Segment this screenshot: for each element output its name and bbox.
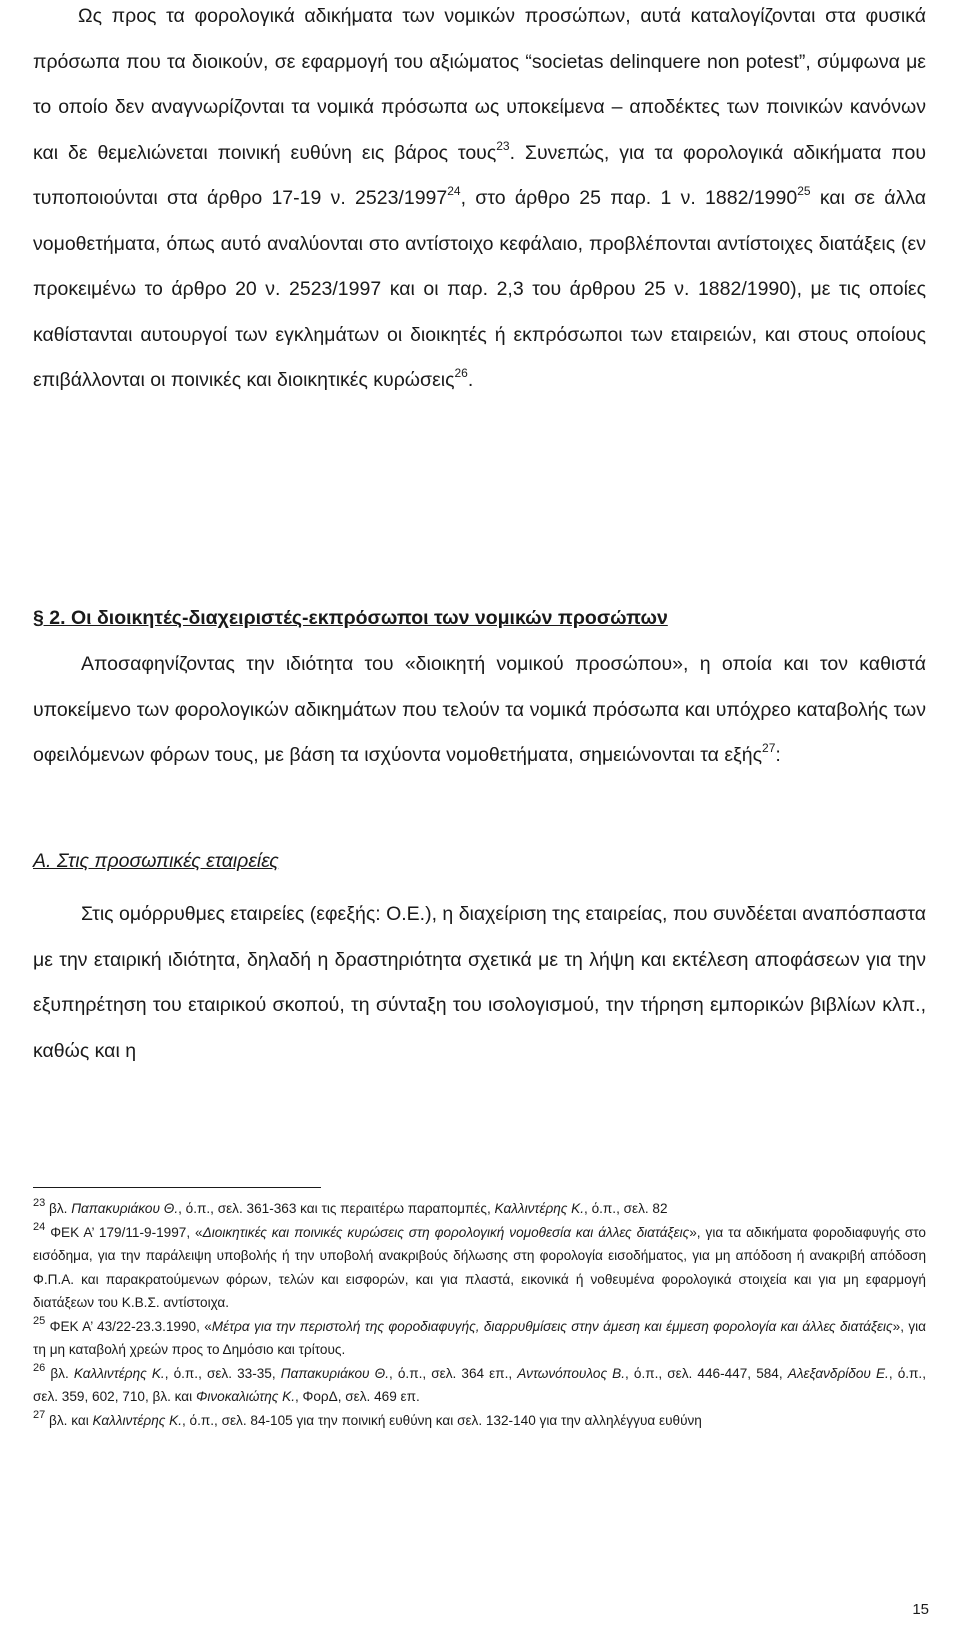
footnote-number: 23: [33, 1197, 46, 1209]
footnote-separator: [33, 1187, 321, 1188]
paragraph-text: :: [775, 744, 781, 766]
footnote-26: [33, 1362, 926, 1409]
page-number: 15: [912, 1601, 929, 1618]
paragraph-partnerships: [33, 892, 926, 1074]
footnote-text: ΦΕΚ Α’ 43/22-23.3.1990, «: [49, 1318, 212, 1334]
footnote-text: βλ.: [50, 1365, 74, 1381]
author-name: Καλλιντέρης Κ.: [92, 1412, 182, 1428]
subsection-heading: Α. Στις προσωπικές εταιρείες: [33, 850, 279, 872]
footnotes: [33, 1197, 926, 1432]
paragraph-tax-offences: [33, 0, 926, 404]
author-name: Καλλιντέρης Κ.: [494, 1201, 585, 1216]
footnote-text: βλ. και: [49, 1412, 93, 1428]
footnote-text: βλ.: [49, 1201, 72, 1216]
footnote-text: ΦΕΚ Α’ 179/11-9-1997, «: [50, 1224, 203, 1240]
footnote-27: [33, 1409, 926, 1433]
law-title: Μέτρα για την περιστολή της φοροδιαφυγής, διαρρυθμίσεις στην άμεση και έμμεση φορολογία και άλλες διατάξεις: [211, 1318, 893, 1334]
law-title: Διοικητικές και ποινικές κυρώσεις στη φορολογική νομοθεσία και άλλες διατάξεις: [202, 1224, 690, 1240]
author-name: Καλλιντέρης Κ.: [73, 1365, 165, 1381]
footnote-ref[interactable]: 27: [762, 741, 776, 755]
paragraph-text: .: [467, 369, 474, 391]
footnote-text: , ό.π., σελ. 364 επ.,: [388, 1365, 518, 1381]
footnote-number: 25: [33, 1314, 46, 1327]
footnote-text: », για τα αδικήματα φοροδιαφυγής στο εισόδημα, για την παράλειψη υποβολής ή την υποβολή ανακριβούς δήλωσης στη φορολογία εισοδήματος, για μη απόδοση ή ανακριβή απόδοση Φ.Π.Α. και παρακρατούμενων φόρων, τελών και εισφορών, και για πλαστά, εικονικά ή νοθευμένα φορολογικά στοιχεία και για μη εφαρμογή διατάξεων του Κ.Β.Σ. αντίστοιχα.: [33, 1224, 926, 1310]
author-name: Αντωνόπουλος Β.: [517, 1365, 626, 1381]
author-name: Παπακυριάκου Θ.: [280, 1365, 389, 1381]
footnote-ref[interactable]: 26: [454, 366, 468, 380]
author-name: Παπακυριάκου Θ.: [71, 1201, 179, 1216]
footnote-text: , ό.π., σελ. 33-35,: [164, 1365, 281, 1381]
footnote-23: [33, 1197, 926, 1221]
footnote-text: , ό.π., σελ. 446-447, 584,: [625, 1365, 788, 1381]
footnote-text: , ό.π., σελ. 361-363 και τις περαιτέρω παραπομπές,: [178, 1201, 495, 1216]
section-heading: § 2. Οι διοικητές-διαχειριστές-εκπρόσωποι των νομικών προσώπων: [33, 607, 668, 629]
author-name: Φινοκαλιώτης Κ.: [195, 1389, 295, 1404]
footnote-24: [33, 1221, 926, 1315]
footnote-text: , ό.π., σελ. 82: [584, 1201, 668, 1216]
footnote-text: », για τη μη καταβολή χρεών προς το Δημόσιο και τρίτους.: [33, 1318, 927, 1357]
footnote-number: 27: [33, 1408, 46, 1421]
paragraph-text: Αποσαφηνίζοντας την ιδιότητα του «διοικητή νομικού προσώπου», η οποία και τον καθιστά υποκείμενο των φορολογικών αδικημάτων που τελούν τα νομικά πρόσωπα και υπόχρεο καταβολής των οφειλόμενων φόρων τους, με βάση τα ισχύοντα νομοθετήματα, σημειώνονται τα εξής: [33, 653, 926, 766]
author-name: Αλεξανδρίδου Ε.: [787, 1365, 889, 1381]
paragraph-text: και σε άλλα νομοθετήματα, όπως αυτό αναλύονται στο αντίστοιχο κεφάλαιο, προβλέπονται αντίστοιχες διατάξεις (εν προκειμένω το άρθρο 20 ν. 2523/1997 και οι παρ. 2,3 του άρθρου 25 ν. 1882/1990), με τις οποίες καθίστανται αυτουργοί των εγκλημάτων οι διοικητές ή εκπρόσωποι των εταιρειών, και στους οποίους επιβάλλονται οι ποινικές και διοικητικές κυρώσεις: [33, 187, 927, 391]
footnote-number: 24: [33, 1220, 46, 1233]
footnote-text: , ό.π., σελ. 84-105 για την ποινική ευθύνη και σελ. 132-140 για την αλληλέγγυα ευθύνη: [181, 1412, 702, 1428]
footnote-25: [33, 1315, 926, 1362]
footnote-text: , ΦορΔ, σελ. 469 επ.: [294, 1389, 420, 1404]
footnote-ref[interactable]: 23: [496, 138, 510, 153]
paragraph-text: Ως προς τα φορολογικά αδικήματα των νομικών προσώπων, αυτά καταλογίζονται στα φυσικά πρόσωπα που τα διοικούν, σε εφαρμογή του αξιώματος “societas delinquere non potest”, σύμφωνα με το οποίο δεν αναγνωρίζονται τα νομικά πρόσωπα ως υποκείμενα – αποδέκτες των ποινικών κανόνων και δε θεμελιώνεται ποινική ευθύνη εις βάρος τους: [33, 5, 926, 164]
paragraph-text: , στο άρθρο 25 παρ. 1 ν. 1882/1990: [460, 187, 798, 209]
footnote-ref[interactable]: 25: [797, 184, 811, 198]
paragraph-text: Στις ομόρρυθμες εταιρείες (εφεξής: Ο.Ε.), η διαχείριση της εταιρείας, που συνδέεται αναπόσπαστα με την εταιρική ιδιότητα, δηλαδή η δραστηριότητα σχετικά με τη λήψη και εκτέλεση αποφάσεων για την εξυπηρέτηση του εταιρικού σκοπού, τη σύνταξη του ισολογισμού, την τήρηση εμπορικών βιβλίων κλπ., καθώς και η: [33, 903, 926, 1062]
paragraph-text: . Συνεπώς, για τα φορολογικά αδικήματα που τυποποιούνται στα άρθρο 17-19 ν. 2523/1997: [33, 141, 926, 209]
footnote-text: , ό.π., σελ. 359, 602, 710, βλ. και: [33, 1365, 926, 1404]
footnote-number: 26: [33, 1361, 46, 1374]
paragraph-administrators: [33, 642, 926, 779]
footnote-ref[interactable]: 24: [447, 184, 461, 198]
